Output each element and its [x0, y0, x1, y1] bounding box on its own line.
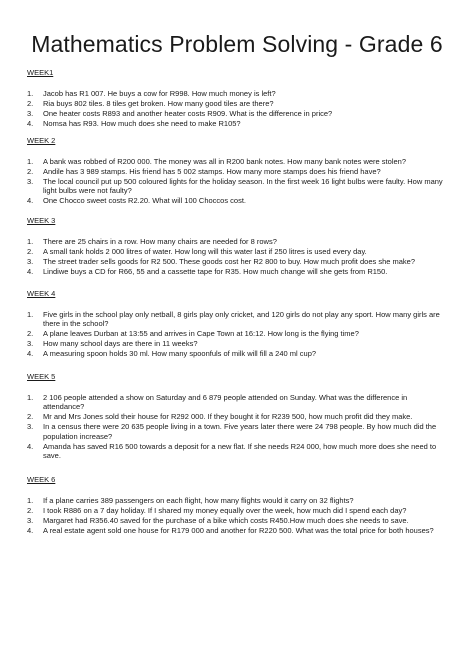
- question-item: [27, 442, 449, 461]
- question-item: [27, 496, 449, 505]
- question-item: [27, 349, 449, 358]
- question-text: Jacob has R1 007. He buys a cow for R998. How much money is left?: [43, 89, 276, 98]
- question-text: If a plane carries 389 passengers on each flight, how many flights would it carry on 32 flights?: [43, 496, 354, 505]
- question-list: [27, 310, 449, 359]
- question-number: 2.: [27, 247, 34, 256]
- question-number: 1.: [27, 310, 34, 319]
- week-section-4: [27, 289, 449, 359]
- question-item: [27, 177, 449, 196]
- question-text: Mr and Mrs Jones sold their house for R292 000. If they bought it for R239 500, how much profit did they make.: [43, 412, 413, 422]
- week-heading: WEEK 5: [27, 372, 56, 381]
- question-number: 3.: [27, 177, 34, 186]
- question-text: Nomsa has R93. How much does she need to make R105?: [43, 119, 241, 128]
- question-number: 1.: [27, 393, 34, 402]
- question-text: There are 25 chairs in a row. How many chairs are needed for 8 rows?: [43, 237, 277, 246]
- question-number: 1.: [27, 496, 34, 505]
- week-section-5: [27, 372, 449, 461]
- question-text: A real estate agent sold one house for R179 000 and another for R220 500. What was the total price for both houses?: [43, 526, 434, 535]
- question-item: [27, 329, 449, 338]
- question-item: [27, 310, 449, 329]
- question-list: [27, 496, 449, 535]
- question-number: 4.: [27, 196, 34, 206]
- question-number: 3.: [27, 109, 34, 118]
- question-number: 2.: [27, 167, 34, 176]
- question-number: 1.: [27, 157, 34, 166]
- question-list: [27, 157, 449, 206]
- question-text: The local council put up 500 coloured lights for the holiday season. In the first week 16 light bulbs were faulty. How many light bulbs were not faulty?: [43, 177, 443, 196]
- week-heading: WEEK 4: [27, 289, 56, 298]
- question-text: One Chocco sweet costs R2.20. What will 100 Choccos cost.: [43, 196, 247, 206]
- question-text: Andile has 3 989 stamps. His friend has 5 002 stamps. How many more stamps does his friend have?: [43, 167, 381, 176]
- question-text: Margaret had R356.40 saved for the purchase of a bike which costs R450.How much does she needs to save.: [43, 516, 409, 525]
- question-text: I took R886 on a 7 day holiday. If I shared my money equally over the week, how much did I spend each day?: [43, 506, 407, 515]
- question-item: [27, 237, 449, 246]
- question-item: [27, 196, 449, 205]
- question-number: 3.: [27, 257, 34, 266]
- question-number: 2.: [27, 99, 34, 108]
- question-text: The street trader sells goods for R2 500. These goods cost her R2 800 to buy. How much profit does she make?: [43, 257, 416, 266]
- question-item: [27, 393, 449, 412]
- question-item: [27, 99, 449, 108]
- question-item: [27, 506, 449, 515]
- question-text: One heater costs R893 and another heater costs R909. What is the difference in price?: [43, 109, 333, 118]
- question-text: Lindiwe buys a CD for R66, 55 and a cassette tape for R35. How much change will she gets from R150.: [43, 267, 388, 276]
- question-number: 4.: [27, 526, 34, 535]
- question-number: 3.: [27, 422, 34, 432]
- question-number: 1.: [27, 89, 34, 98]
- question-item: [27, 247, 449, 256]
- question-number: 2.: [27, 412, 34, 422]
- week-heading: WEEK1: [27, 68, 54, 77]
- question-text: A small tank holds 2 000 litres of water. How long will this water last if 250 litres is used every day.: [43, 247, 367, 256]
- question-list: [27, 89, 449, 128]
- question-number: 2.: [27, 506, 34, 515]
- question-item: [27, 257, 449, 266]
- question-item: [27, 109, 449, 118]
- question-item: [27, 119, 449, 128]
- week-heading: WEEK 3: [27, 216, 56, 225]
- question-number: 4.: [27, 441, 34, 451]
- week-section-2: [27, 136, 449, 206]
- question-number: 4.: [27, 119, 34, 128]
- question-item: [27, 167, 449, 176]
- question-text: How many school days are there in 11 weeks?: [43, 339, 198, 349]
- question-list: [27, 393, 449, 461]
- question-item: [27, 412, 449, 421]
- question-item: [27, 267, 449, 276]
- question-item: [27, 339, 449, 348]
- question-text: A measuring spoon holds 30 ml. How many spoonfuls of milk will fill a 240 ml cup?: [43, 349, 317, 359]
- week-section-3: [27, 216, 449, 277]
- question-text: Ria buys 802 tiles. 8 tiles get broken. How many good tiles are there?: [43, 99, 274, 108]
- page-title: Mathematics Problem Solving - Grade 6: [31, 31, 443, 57]
- question-number: 1.: [27, 237, 34, 246]
- question-text: In a census there were 20 635 people living in a town. Five years later there were 24 798 people. By how much did the population increase?: [43, 422, 437, 441]
- question-number: 3.: [27, 339, 34, 349]
- question-text: Five girls in the school play only netball, 8 girls play only cricket, and 120 girls do not play any sport. How many girls are there in the school?: [43, 310, 440, 329]
- question-item: [27, 516, 449, 525]
- question-item: [27, 89, 449, 98]
- question-item: [27, 422, 449, 441]
- question-number: 3.: [27, 516, 34, 525]
- week-section-1: [27, 68, 449, 129]
- question-list: [27, 237, 449, 276]
- question-number: 2.: [27, 329, 34, 339]
- question-item: [27, 526, 449, 535]
- week-heading: WEEK 2: [27, 136, 56, 145]
- question-number: 4.: [27, 349, 34, 359]
- question-number: 4.: [27, 267, 34, 276]
- question-text: A bank was robbed of R200 000. The money was all in R200 bank notes. How many bank notes were stolen?: [43, 157, 406, 166]
- week-section-6: [27, 475, 449, 536]
- question-item: [27, 157, 449, 166]
- question-text: A plane leaves Durban at 13:55 and arrives in Cape Town at 16:12. How long is the flying time?: [43, 329, 359, 339]
- question-text: 2 106 people attended a show on Saturday and 6 879 people attended on Sunday. What was the difference in attendance?: [43, 393, 408, 412]
- week-heading: WEEK 6: [27, 475, 56, 484]
- question-text: Amanda has saved R16 500 towards a deposit for a new flat. If she needs R24 000, how much more does she need to save.: [43, 441, 437, 461]
